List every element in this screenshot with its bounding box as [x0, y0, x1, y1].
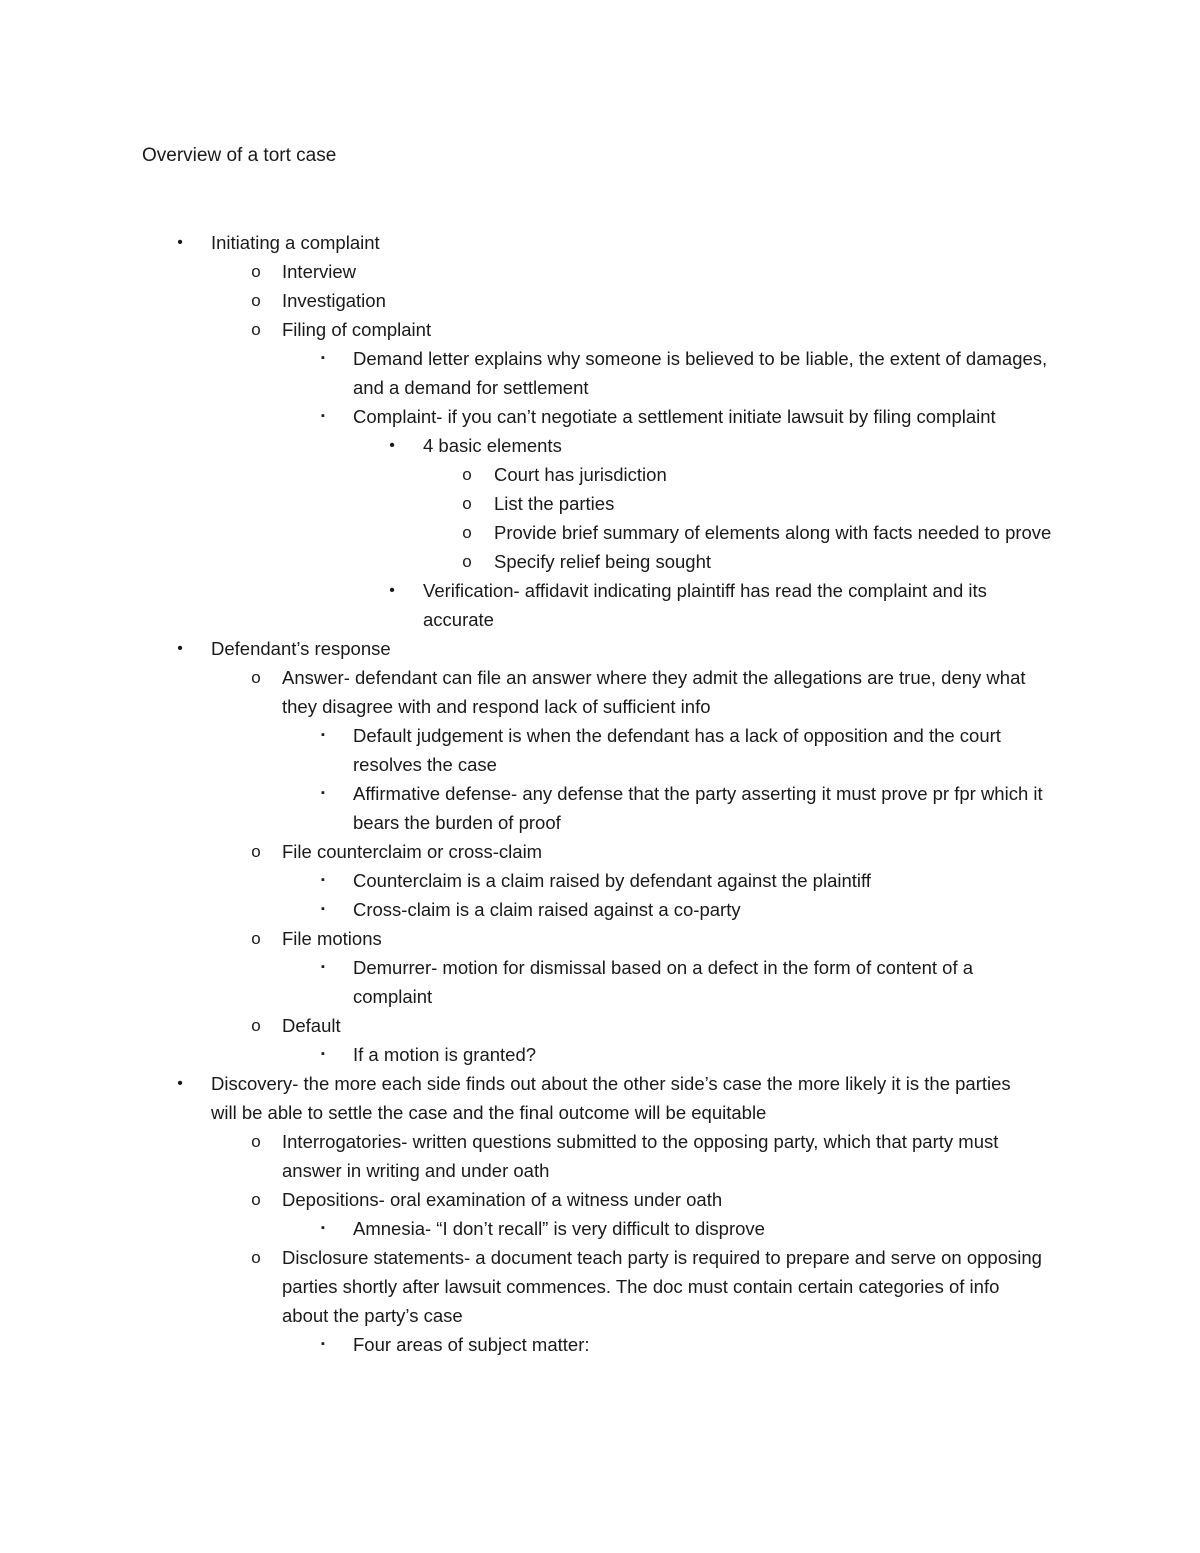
circle-marker-icon: o	[251, 1132, 261, 1151]
outline-item-text: Interview	[282, 261, 357, 282]
outline-item-text: Demurrer- motion for dismissal based on a defect in the form of content of a complaint	[353, 957, 974, 1007]
outline-item-text: If a motion is granted?	[353, 1044, 537, 1065]
outline-item-level-3	[0, 895, 1053, 924]
circle-marker-icon: o	[462, 494, 472, 513]
outline-list	[0, 228, 1200, 1359]
circle-marker-icon: o	[251, 291, 261, 310]
outline-item-level-1	[0, 634, 1011, 663]
outline-item-level-3	[0, 779, 1053, 837]
outline-item-text: Specify relief being sought	[494, 551, 711, 572]
outline-item-level-3	[0, 402, 1053, 431]
circle-marker-icon: o	[251, 1016, 261, 1035]
outline-item-level-2	[0, 663, 1042, 721]
outline-item-text: Discovery- the more each side finds out about the other side’s case the more likely it is the parties will be able to settle the case and the final outcome will be equitable	[211, 1073, 1011, 1123]
circle-marker-icon: o	[251, 842, 261, 861]
outline-item-level-2	[0, 837, 1042, 866]
outline-item-text: List the parties	[494, 493, 615, 514]
outline-item-text: Four areas of subject matter:	[353, 1334, 590, 1355]
outline-item-text: Court has jurisdiction	[494, 464, 667, 485]
outline-item-text: Depositions- oral examination of a witness under oath	[282, 1189, 723, 1210]
outline-item-level-4	[0, 431, 1058, 460]
square-marker-icon: ▪	[321, 729, 325, 741]
outline-item-level-2	[0, 1185, 1042, 1214]
outline-item-level-5	[0, 547, 1054, 576]
outline-item-text: Counterclaim is a claim raised by defendant against the plaintiff	[353, 870, 871, 891]
outline-item-level-2	[0, 1011, 1042, 1040]
outline-item-text: Interrogatories- written questions submitted to the opposing party, which that party must answer in writing and under oath	[282, 1131, 999, 1181]
circle-marker-icon: o	[251, 1248, 261, 1267]
outline-item-text: Provide brief summary of elements along with facts needed to prove	[494, 522, 1052, 543]
outline-item-text: Default judgement is when the defendant has a lack of opposition and the court resolves the case	[353, 725, 1001, 775]
outline-item-text: File counterclaim or cross-claim	[282, 841, 543, 862]
outline-item-level-5	[0, 460, 1054, 489]
outline-item-level-3	[0, 1330, 1053, 1359]
square-marker-icon: ▪	[321, 1338, 325, 1350]
outline-item-text: 4 basic elements	[423, 435, 562, 456]
square-marker-icon: ▪	[321, 410, 325, 422]
square-marker-icon: ▪	[321, 787, 325, 799]
circle-marker-icon: o	[462, 465, 472, 484]
outline-item-level-1	[0, 228, 1011, 257]
outline-item-text: Initiating a complaint	[211, 232, 380, 253]
square-marker-icon: ▪	[321, 1222, 325, 1234]
circle-marker-icon: o	[462, 523, 472, 542]
outline-item-level-3	[0, 953, 1053, 1011]
circle-marker-icon: o	[251, 262, 261, 281]
bullet-marker-icon: •	[177, 1075, 183, 1092]
outline-item-text: Affirmative defense- any defense that the party asserting it must prove pr fpr which it bears the burden of proof	[353, 783, 1043, 833]
outline-item-text: Defendant’s response	[211, 638, 391, 659]
outline-item-level-3	[0, 344, 1053, 402]
outline-item-text: File motions	[282, 928, 382, 949]
circle-marker-icon: o	[251, 668, 261, 687]
bullet-marker-icon: •	[389, 582, 395, 599]
outline-item-level-3	[0, 1040, 1053, 1069]
square-marker-icon: ▪	[321, 352, 325, 364]
outline-item-text: Disclosure statements- a document teach party is required to prepare and serve on opposing parties shortly after lawsuit commences. The doc must contain certain categories of info about the party’s case	[282, 1247, 1042, 1326]
outline-item-level-3	[0, 721, 1053, 779]
outline-item-level-2	[0, 924, 1042, 953]
outline-item-level-3	[0, 1214, 1053, 1243]
square-marker-icon: ▪	[321, 961, 325, 973]
circle-marker-icon: o	[251, 1190, 261, 1209]
outline-item-text: Amnesia- “I don’t recall” is very difficult to disprove	[353, 1218, 765, 1239]
outline-item-level-5	[0, 518, 1054, 547]
outline-item-level-3	[0, 866, 1053, 895]
outline-item-level-2	[0, 1127, 1042, 1185]
circle-marker-icon: o	[251, 320, 261, 339]
circle-marker-icon: o	[462, 552, 472, 571]
outline-item-level-5	[0, 489, 1054, 518]
outline-item-text: Complaint- if you can’t negotiate a settlement initiate lawsuit by filing complaint	[353, 406, 996, 427]
outline-item-level-4	[0, 576, 1058, 634]
square-marker-icon: ▪	[321, 903, 325, 915]
circle-marker-icon: o	[251, 929, 261, 948]
outline-item-text: Default	[282, 1015, 341, 1036]
outline-item-level-2	[0, 257, 1042, 286]
outline-item-level-2	[0, 315, 1042, 344]
bullet-marker-icon: •	[177, 234, 183, 251]
outline-item-level-1	[0, 1069, 1011, 1127]
bullet-marker-icon: •	[389, 437, 395, 454]
outline-item-text: Demand letter explains why someone is believed to be liable, the extent of damages, and a demand for settlement	[353, 348, 1048, 398]
document-title: Overview of a tort case	[142, 145, 337, 166]
outline-item-text: Filing of complaint	[282, 319, 432, 340]
square-marker-icon: ▪	[321, 1048, 325, 1060]
bullet-marker-icon: •	[177, 640, 183, 657]
outline-item-text: Investigation	[282, 290, 386, 311]
square-marker-icon: ▪	[321, 874, 325, 886]
outline-item-text: Verification- affidavit indicating plaintiff has read the complaint and its accurate	[423, 580, 987, 630]
outline-item-text: Answer- defendant can file an answer where they admit the allegations are true, deny what they disagree with and respond lack of sufficient info	[282, 667, 1026, 717]
outline-item-level-2	[0, 1243, 1042, 1330]
outline-item-level-2	[0, 286, 1042, 315]
outline-item-text: Cross-claim is a claim raised against a co-party	[353, 899, 741, 920]
